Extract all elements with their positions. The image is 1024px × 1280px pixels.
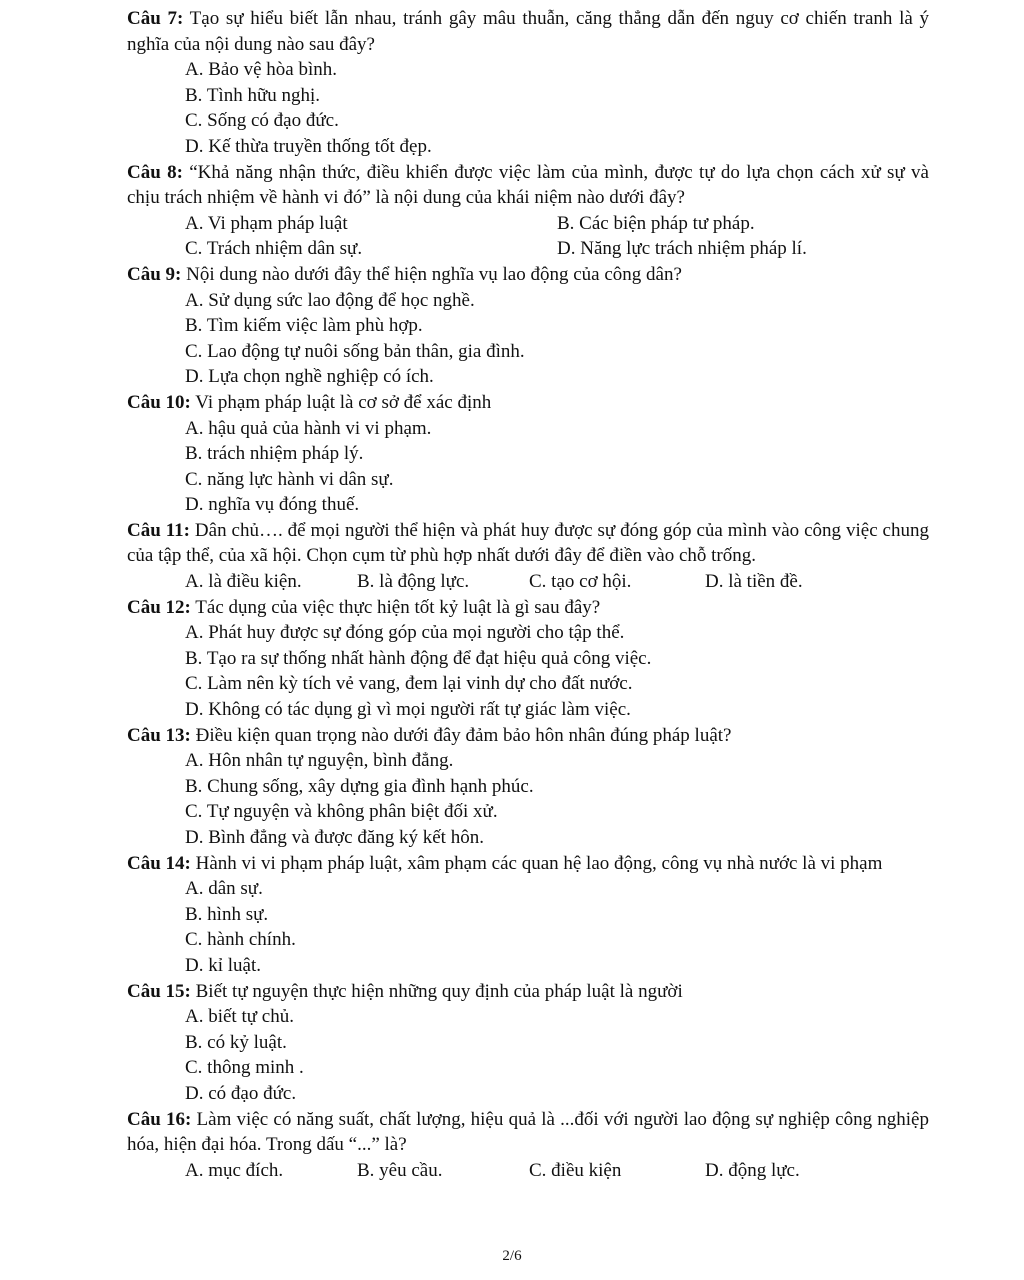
answer-option-c[interactable]: C. năng lực hành vi dân sự. (185, 468, 394, 490)
question-stem: Biết tự nguyện thực hiện những quy định của pháp luật là người (190, 980, 683, 1002)
answer-option-d[interactable]: D. Bình đẳng và được đăng ký kết hôn. (185, 827, 484, 848)
answer-options (185, 211, 929, 262)
question-stem: Tác dụng của việc thực hiện tốt kỷ luật là gì sau đây? (190, 596, 601, 618)
question-list (127, 6, 929, 1183)
option-row (185, 211, 929, 237)
question-label: Câu 15: (127, 980, 191, 1002)
answer-option-a[interactable]: A. Vi phạm pháp luật (185, 212, 348, 234)
question-text (127, 390, 929, 416)
question-7 (127, 6, 929, 160)
question-label: Câu 13: (127, 724, 191, 746)
question-text (127, 595, 929, 621)
answer-option-d[interactable]: D. Lựa chọn nghề nghiệp có ích. (185, 366, 434, 388)
answer-option-b[interactable]: B. có kỷ luật. (185, 1031, 287, 1053)
question-text (127, 6, 929, 57)
answer-option-a[interactable]: A. hậu quả của hành vi vi phạm. (185, 417, 432, 439)
question-stem: Tạo sự hiểu biết lẫn nhau, tránh gây mâu thuẫn, căng thẳng dẫn đến nguy cơ chiến tranh là ý nghĩa của nội dung nào sau đây? (127, 8, 929, 55)
question-label: Câu 10: (127, 391, 191, 413)
answer-options (185, 57, 929, 159)
question-stem: Làm việc có năng suất, chất lượng, hiệu quả là ...đối với người lao động sự nghiệp công nghiệp hóa, hiện đại hóa. Trong dấu “...” là? (127, 1108, 929, 1156)
answer-option-c[interactable]: C. thông minh . (185, 1057, 304, 1079)
question-stem: Điều kiện quan trọng nào dưới đây đảm bảo hôn nhân đúng pháp luật? (190, 724, 732, 746)
question-label: Câu 12: (127, 596, 191, 618)
answer-options (185, 1158, 929, 1184)
question-15 (127, 979, 929, 1107)
question-label: Câu 14: (127, 852, 191, 874)
answer-option-c[interactable]: C. tạo cơ hội. (529, 571, 632, 593)
option-row (185, 569, 929, 595)
answer-options (185, 288, 929, 390)
question-text (127, 851, 929, 877)
question-text (127, 979, 929, 1005)
option-row (185, 1158, 929, 1184)
answer-option-c[interactable]: C. Lao động tự nuôi sống bản thân, gia đình. (185, 340, 525, 362)
question-label: Câu 7: (127, 8, 184, 29)
answer-option-c[interactable]: C. Sống có đạo đức. (185, 110, 339, 132)
answer-option-b[interactable]: B. Tình hữu nghị. (185, 84, 321, 106)
answer-options (185, 876, 929, 978)
question-stem: Hành vi vi phạm pháp luật, xâm phạm các quan hệ lao động, công vụ nhà nước là vi phạm (190, 852, 883, 874)
answer-option-b[interactable]: B. là động lực. (357, 571, 470, 593)
answer-options (185, 620, 929, 722)
answer-options (185, 1004, 929, 1106)
answer-option-d[interactable]: D. là tiền đề. (705, 571, 803, 593)
answer-option-d[interactable]: D. Năng lực trách nhiệm pháp lí. (557, 238, 807, 260)
question-13 (127, 723, 929, 851)
question-label: Câu 16: (127, 1108, 192, 1130)
answer-option-d[interactable]: D. Không có tác dụng gì vì mọi người rất tự giác làm việc. (185, 699, 631, 721)
answer-option-c[interactable]: C. Tự nguyện và không phân biệt đối xử. (185, 801, 498, 823)
answer-options (185, 748, 929, 850)
answer-option-b[interactable]: B. trách nhiệm pháp lý. (185, 443, 364, 465)
question-14 (127, 851, 929, 979)
question-label: Câu 9: (127, 263, 182, 285)
answer-option-d[interactable]: D. Kế thừa truyền thống tốt đẹp. (185, 135, 432, 157)
question-label: Câu 8: (127, 161, 183, 183)
option-row (185, 236, 929, 262)
question-stem: Nội dung nào dưới đây thể hiện nghĩa vụ lao động của công dân? (181, 263, 682, 285)
answer-option-b[interactable]: B. hình sự. (185, 903, 269, 925)
answer-option-a[interactable]: A. là điều kiện. (185, 571, 302, 593)
answer-option-a[interactable]: A. dân sự. (185, 878, 263, 900)
question-16 (127, 1107, 929, 1184)
answer-options (185, 416, 929, 518)
question-11 (127, 518, 929, 595)
question-9 (127, 262, 929, 390)
answer-option-c[interactable]: C. Trách nhiệm dân sự. (185, 238, 363, 260)
answer-option-c[interactable]: C. Làm nên kỳ tích vẻ vang, đem lại vinh dự cho đất nước. (185, 673, 633, 695)
question-stem: Dân chủ…. để mọi người thể hiện và phát huy được sự đóng góp của mình vào công việc chung của tập thể, của xã hội. Chọn cụm từ phù hợp nhất dưới đây để điền vào chỗ trống. (127, 519, 929, 567)
question-text (127, 723, 929, 749)
answer-option-b[interactable]: B. Tạo ra sự thống nhất hành động để đạt hiệu quả công việc. (185, 647, 652, 669)
question-10 (127, 390, 929, 518)
answer-option-d[interactable]: D. kỉ luật. (185, 954, 261, 976)
answer-option-c[interactable]: C. hành chính. (185, 929, 296, 951)
question-stem: Vi phạm pháp luật là cơ sở để xác định (190, 391, 492, 413)
page-number: 2/6 (502, 1248, 522, 1264)
answer-option-b[interactable]: B. Tìm kiếm việc làm phù hợp. (185, 315, 423, 337)
answer-option-a[interactable]: A. mục đích. (185, 1159, 284, 1181)
answer-option-c[interactable]: C. điều kiện (529, 1159, 622, 1181)
answer-option-b[interactable]: B. yêu cầu. (357, 1159, 443, 1181)
answer-option-a[interactable]: A. Hôn nhân tự nguyện, bình đẳng. (185, 750, 454, 772)
answer-option-d[interactable]: D. động lực. (705, 1159, 800, 1181)
answer-option-d[interactable]: D. nghĩa vụ đóng thuế. (185, 494, 360, 516)
answer-option-a[interactable]: A. Phát huy được sự đóng góp của mọi người cho tập thể. (185, 622, 625, 644)
question-label: Câu 11: (127, 519, 190, 541)
answer-option-b[interactable]: B. Chung sống, xây dựng gia đình hạnh phúc. (185, 775, 534, 797)
question-12 (127, 595, 929, 723)
question-stem: “Khả năng nhận thức, điều khiển được việc làm của mình, được tự do lựa chọn cách xử sự và chịu trách nhiệm về hành vi đó” là nội dung của khái niệm nào dưới đây? (127, 161, 929, 209)
question-text (127, 518, 929, 569)
answer-option-d[interactable]: D. có đạo đức. (185, 1082, 297, 1104)
answer-option-a[interactable]: A. Bảo vệ hòa bình. (185, 59, 337, 81)
question-text (127, 262, 929, 288)
answer-option-a[interactable]: A. biết tự chủ. (185, 1006, 294, 1028)
question-8 (127, 160, 929, 262)
question-text (127, 160, 929, 211)
question-text (127, 1107, 929, 1158)
answer-options (185, 569, 929, 595)
answer-option-a[interactable]: A. Sử dụng sức lao động để học nghề. (185, 289, 475, 311)
answer-option-b[interactable]: B. Các biện pháp tư pháp. (557, 212, 755, 234)
